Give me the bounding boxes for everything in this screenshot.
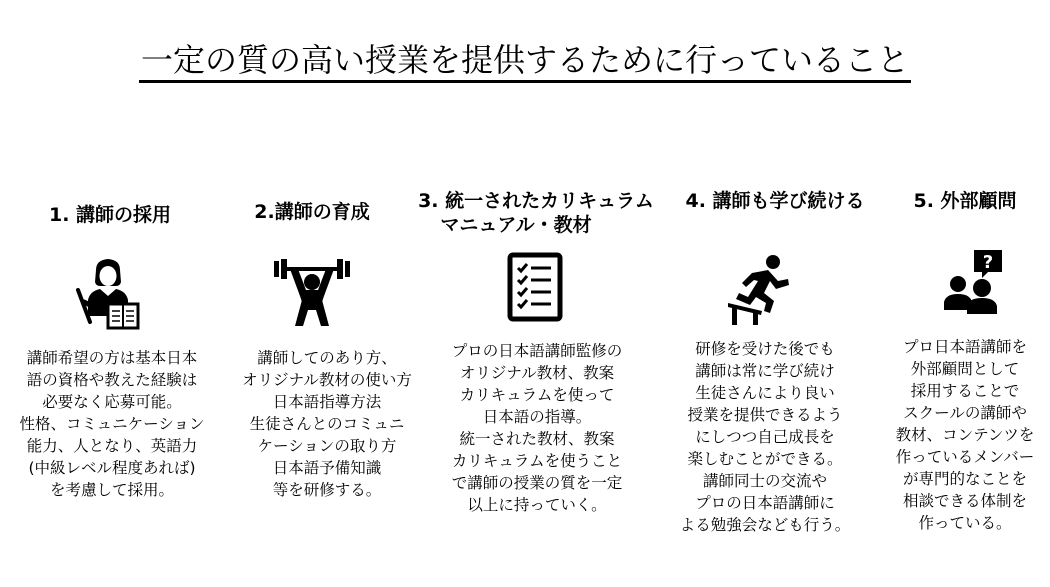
desc-line: 性格、コミュニケーション [19, 415, 205, 433]
heading-line: 4. 講師も学び続ける [685, 190, 865, 212]
desc-line: にしつつ自己成長を [695, 428, 835, 446]
desc-line: オリジナル教材、教案 [459, 364, 615, 382]
desc-line: カリキュラムを使うこと [451, 452, 623, 470]
desc-line: カリキュラムを使って [459, 386, 615, 404]
desc-line: 日本語の指導。 [482, 408, 592, 426]
page-title [0, 38, 1050, 82]
teacher-icon [70, 256, 146, 336]
desc-line: 楽しむことができる。 [687, 450, 843, 468]
desc-line: を考慮して採用。 [49, 481, 174, 499]
item-4-heading [680, 189, 870, 213]
desc-line: 能力、人となり、英語力 [26, 437, 198, 455]
item-1-heading [20, 203, 200, 227]
item-5-description [860, 336, 1050, 534]
item-1-description [2, 347, 222, 501]
desc-line: 生徒さんとのコミュニ [249, 415, 405, 433]
desc-line: 必要なく応募可能。 [42, 393, 182, 411]
heading-line: マニュアル・教材 [440, 214, 592, 236]
desc-line: 教材、コンテンツを [895, 426, 1035, 444]
item-2-description [212, 347, 442, 501]
desc-line: で講師の授業の質を一定 [451, 474, 623, 492]
desc-line: オリジナル教材の使い方 [242, 371, 412, 389]
desc-line: 相談できる体制を [902, 492, 1027, 510]
desc-line: プロの日本語講師監修の [451, 342, 623, 360]
desc-line: 作っているメンバー [895, 448, 1035, 466]
desc-line: プロの日本語講師に [695, 494, 835, 512]
desc-line: よる勉強会なども行う。 [679, 516, 851, 534]
heading-line: 3. 統一されたカリキュラム [418, 190, 654, 212]
desc-line: 以上に持っていく。 [467, 496, 607, 514]
page-title-text: 一定の質の高い授業を提供するために行っていること [139, 41, 911, 83]
desc-line: ケーションの取り方 [257, 437, 397, 455]
desc-line: 講師は常に学び続け [695, 362, 835, 380]
item-3-description [422, 340, 652, 516]
desc-line: 講師希望の方は基本日本 [26, 349, 198, 367]
svg-text:?: ? [982, 252, 994, 273]
item-4-description [650, 338, 880, 536]
desc-line: 外部顧問として [910, 360, 1020, 378]
desc-line: (中級レベル程度あれば) [28, 459, 196, 477]
item-3-heading [400, 189, 672, 237]
desc-line: 採用することで [910, 382, 1020, 400]
item-5-heading [880, 189, 1050, 213]
item-2-heading [222, 200, 402, 224]
desc-line: 授業を提供できるよう [687, 406, 843, 424]
desc-line: 日本語予備知識 [272, 459, 382, 477]
desc-line: 日本語指導方法 [272, 393, 382, 411]
heading-line: 2.講師の育成 [254, 201, 370, 223]
desc-line: プロ日本語講師を [902, 338, 1027, 356]
checklist-icon [507, 252, 563, 326]
desc-line: 語の資格や教えた経験は [26, 371, 198, 389]
consultation-icon [944, 248, 1006, 320]
desc-line: 講師同士の交流や [702, 472, 827, 490]
weightlifter-icon [274, 258, 350, 332]
desc-line: 統一された教材、教案 [459, 430, 615, 448]
desc-line: スクールの講師や [903, 404, 1027, 422]
desc-line: が専門的なことを [902, 470, 1027, 488]
desc-line: 作っている。 [918, 514, 1012, 532]
heading-line: 1. 講師の採用 [48, 204, 172, 226]
heading-line: 5. 外部顧問 [913, 190, 1017, 212]
desc-line: 講師してのあり方、 [257, 349, 397, 367]
hurdle-runner-icon [728, 253, 794, 329]
desc-line: 等を研修する。 [272, 481, 382, 499]
desc-line: 研修を受けた後でも [695, 340, 835, 358]
desc-line: 生徒さんにより良い [695, 384, 835, 402]
